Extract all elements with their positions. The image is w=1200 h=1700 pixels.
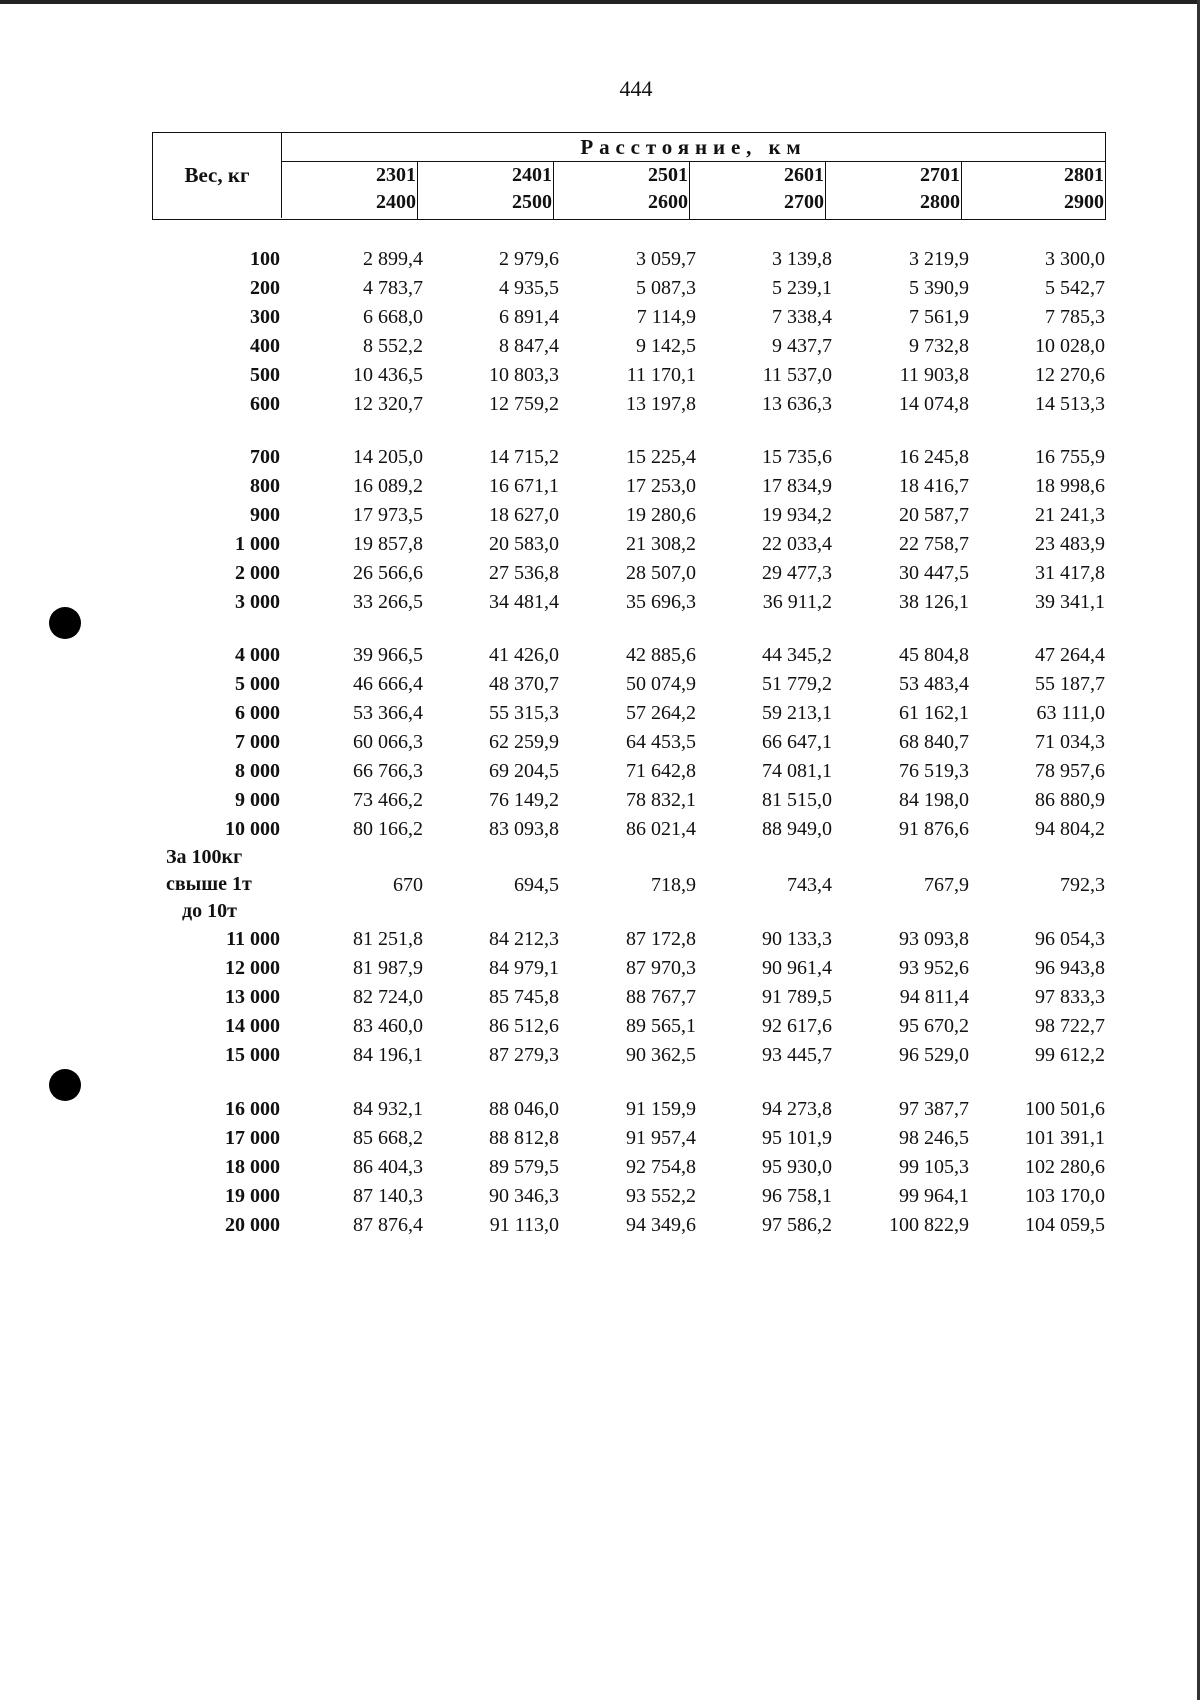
price-cell: 91 876,6 [899, 818, 969, 840]
price-cell: 103 170,0 [1025, 1185, 1105, 1207]
price-cell: 94 804,2 [1035, 818, 1105, 840]
price-cell: 16 089,2 [353, 475, 423, 497]
price-cell: 18 627,0 [489, 504, 559, 526]
price-cell: 27 536,8 [489, 562, 559, 584]
price-cell: 99 964,1 [899, 1185, 969, 1207]
price-cell: 10 803,3 [489, 364, 559, 386]
weight-cell: 3 000 [235, 591, 280, 613]
surcharge-cell: 743,4 [787, 874, 832, 896]
price-cell: 93 093,8 [899, 928, 969, 950]
weight-cell: 10 000 [225, 818, 280, 840]
price-cell: 17 973,5 [353, 504, 423, 526]
price-cell: 12 320,7 [353, 393, 423, 415]
range-from: 2701 [920, 164, 960, 186]
weight-cell: 13 000 [225, 986, 280, 1008]
range-header [962, 162, 1105, 219]
price-cell: 62 259,9 [489, 731, 559, 753]
price-cell: 80 166,2 [353, 818, 423, 840]
price-cell: 39 966,5 [353, 644, 423, 666]
price-cell: 10 028,0 [1035, 335, 1105, 357]
weight-cell: 200 [250, 277, 280, 299]
price-cell: 5 087,3 [636, 277, 696, 299]
range-header [554, 162, 690, 219]
price-cell: 84 198,0 [899, 789, 969, 811]
price-cell: 87 876,4 [353, 1214, 423, 1236]
price-cell: 5 390,9 [909, 277, 969, 299]
price-cell: 21 308,2 [626, 533, 696, 555]
price-cell: 12 759,2 [489, 393, 559, 415]
price-cell: 50 074,9 [626, 673, 696, 695]
price-cell: 97 833,3 [1035, 986, 1105, 1008]
price-cell: 14 715,2 [489, 446, 559, 468]
price-cell: 12 270,6 [1035, 364, 1105, 386]
price-cell: 76 519,3 [899, 760, 969, 782]
price-cell: 61 162,1 [899, 702, 969, 724]
price-cell: 88 812,8 [489, 1127, 559, 1149]
price-cell: 74 081,1 [762, 760, 832, 782]
range-to: 2600 [648, 191, 688, 213]
price-cell: 5 239,1 [772, 277, 832, 299]
page-top-border [0, 0, 1200, 4]
price-cell: 84 932,1 [353, 1098, 423, 1120]
range-from: 2501 [648, 164, 688, 186]
price-cell: 33 266,5 [353, 591, 423, 613]
weight-cell: 600 [250, 393, 280, 415]
price-cell: 20 583,0 [489, 533, 559, 555]
price-cell: 9 732,8 [909, 335, 969, 357]
punch-hole [49, 607, 81, 639]
price-cell: 99 105,3 [899, 1156, 969, 1178]
weight-cell: 900 [250, 504, 280, 526]
weight-cell: 20 000 [225, 1214, 280, 1236]
price-cell: 90 362,5 [626, 1044, 696, 1066]
weight-cell: 100 [250, 248, 280, 270]
price-cell: 96 943,8 [1035, 957, 1105, 979]
price-cell: 93 445,7 [762, 1044, 832, 1066]
surcharge-cell: 670 [393, 874, 423, 896]
price-cell: 18 416,7 [899, 475, 969, 497]
price-cell: 91 113,0 [489, 1214, 559, 1236]
price-cell: 99 612,2 [1035, 1044, 1105, 1066]
price-cell: 3 139,8 [772, 248, 832, 270]
price-cell: 96 529,0 [899, 1044, 969, 1066]
price-cell: 85 745,8 [489, 986, 559, 1008]
surcharge-label-line: до 10т [182, 900, 237, 922]
price-cell: 96 758,1 [762, 1185, 832, 1207]
price-cell: 19 857,8 [353, 533, 423, 555]
price-cell: 19 280,6 [626, 504, 696, 526]
price-cell: 89 565,1 [626, 1015, 696, 1037]
surcharge-label-line: За 100кг [166, 846, 243, 868]
price-cell: 73 466,2 [353, 789, 423, 811]
price-cell: 90 133,3 [762, 928, 832, 950]
price-cell: 87 970,3 [626, 957, 696, 979]
price-cell: 55 187,7 [1035, 673, 1105, 695]
price-cell: 60 066,3 [353, 731, 423, 753]
price-cell: 38 126,1 [899, 591, 969, 613]
price-cell: 83 460,0 [353, 1015, 423, 1037]
price-cell: 7 114,9 [636, 306, 696, 328]
price-cell: 92 754,8 [626, 1156, 696, 1178]
price-cell: 14 513,3 [1035, 393, 1105, 415]
price-cell: 13 636,3 [762, 393, 832, 415]
price-cell: 9 142,5 [636, 335, 696, 357]
price-cell: 29 477,3 [762, 562, 832, 584]
price-cell: 45 804,8 [899, 644, 969, 666]
price-cell: 88 046,0 [489, 1098, 559, 1120]
weight-cell: 2 000 [235, 562, 280, 584]
price-cell: 89 579,5 [489, 1156, 559, 1178]
weight-cell: 400 [250, 335, 280, 357]
price-cell: 83 093,8 [489, 818, 559, 840]
price-cell: 8 552,2 [363, 335, 423, 357]
price-cell: 9 437,7 [772, 335, 832, 357]
weight-cell: 12 000 [225, 957, 280, 979]
price-cell: 91 789,5 [762, 986, 832, 1008]
price-cell: 100 822,9 [889, 1214, 969, 1236]
surcharge-cell: 792,3 [1060, 874, 1105, 896]
price-cell: 88 767,7 [626, 986, 696, 1008]
weight-cell: 800 [250, 475, 280, 497]
weight-cell: 6 000 [235, 702, 280, 724]
price-cell: 78 957,6 [1035, 760, 1105, 782]
price-cell: 86 021,4 [626, 818, 696, 840]
price-cell: 86 512,6 [489, 1015, 559, 1037]
price-cell: 3 300,0 [1045, 248, 1105, 270]
price-cell: 93 952,6 [899, 957, 969, 979]
price-cell: 22 758,7 [899, 533, 969, 555]
weight-cell: 5 000 [235, 673, 280, 695]
table-header [152, 132, 1106, 220]
surcharge-cell: 694,5 [514, 874, 559, 896]
price-cell: 22 033,4 [762, 533, 832, 555]
price-cell: 94 349,6 [626, 1214, 696, 1236]
price-cell: 16 245,8 [899, 446, 969, 468]
price-cell: 69 204,5 [489, 760, 559, 782]
price-cell: 28 507,0 [626, 562, 696, 584]
price-cell: 78 832,1 [626, 789, 696, 811]
weight-cell: 19 000 [225, 1185, 280, 1207]
range-header [282, 162, 418, 219]
price-cell: 7 785,3 [1045, 306, 1105, 328]
price-cell: 82 724,0 [353, 986, 423, 1008]
price-cell: 66 647,1 [762, 731, 832, 753]
price-cell: 81 251,8 [353, 928, 423, 950]
price-cell: 63 111,0 [1036, 702, 1105, 724]
price-cell: 35 696,3 [626, 591, 696, 613]
price-cell: 86 404,3 [353, 1156, 423, 1178]
range-to: 2800 [920, 191, 960, 213]
price-cell: 57 264,2 [626, 702, 696, 724]
price-cell: 100 501,6 [1025, 1098, 1105, 1120]
price-cell: 30 447,5 [899, 562, 969, 584]
weight-cell: 9 000 [235, 789, 280, 811]
price-cell: 84 212,3 [489, 928, 559, 950]
price-cell: 15 225,4 [626, 446, 696, 468]
price-cell: 90 346,3 [489, 1185, 559, 1207]
weight-cell: 500 [250, 364, 280, 386]
price-cell: 86 880,9 [1035, 789, 1105, 811]
price-cell: 91 957,4 [626, 1127, 696, 1149]
weight-cell: 18 000 [225, 1156, 280, 1178]
price-cell: 68 840,7 [899, 731, 969, 753]
price-cell: 3 219,9 [909, 248, 969, 270]
price-cell: 71 642,8 [626, 760, 696, 782]
price-cell: 47 264,4 [1035, 644, 1105, 666]
price-cell: 51 779,2 [762, 673, 832, 695]
price-cell: 19 934,2 [762, 504, 832, 526]
price-cell: 34 481,4 [489, 591, 559, 613]
weight-cell: 1 000 [235, 533, 280, 555]
price-cell: 36 911,2 [762, 591, 832, 613]
price-cell: 48 370,7 [489, 673, 559, 695]
price-cell: 5 542,7 [1045, 277, 1105, 299]
price-cell: 20 587,7 [899, 504, 969, 526]
price-cell: 95 930,0 [762, 1156, 832, 1178]
price-cell: 71 034,3 [1035, 731, 1105, 753]
price-cell: 85 668,2 [353, 1127, 423, 1149]
weight-cell: 7 000 [235, 731, 280, 753]
surcharge-cell: 718,9 [651, 874, 696, 896]
price-cell: 87 140,3 [353, 1185, 423, 1207]
price-cell: 76 149,2 [489, 789, 559, 811]
price-cell: 14 074,8 [899, 393, 969, 415]
range-to: 2500 [512, 191, 552, 213]
price-cell: 7 338,4 [772, 306, 832, 328]
page-number: 444 [619, 76, 653, 101]
weight-cell: 16 000 [225, 1098, 280, 1120]
price-cell: 44 345,2 [762, 644, 832, 666]
price-cell: 3 059,7 [636, 248, 696, 270]
price-cell: 14 205,0 [353, 446, 423, 468]
range-header [418, 162, 554, 219]
price-cell: 101 391,1 [1025, 1127, 1105, 1149]
price-cell: 41 426,0 [489, 644, 559, 666]
price-cell: 31 417,8 [1035, 562, 1105, 584]
price-cell: 98 722,7 [1035, 1015, 1105, 1037]
range-header [690, 162, 826, 219]
surcharge-label [166, 844, 306, 925]
price-cell: 88 949,0 [762, 818, 832, 840]
price-cell: 90 961,4 [762, 957, 832, 979]
weight-cell: 8 000 [235, 760, 280, 782]
price-cell: 87 172,8 [626, 928, 696, 950]
price-cell: 6 891,4 [499, 306, 559, 328]
price-cell: 8 847,4 [499, 335, 559, 357]
price-cell: 16 671,1 [489, 475, 559, 497]
price-cell: 11 170,1 [626, 364, 696, 386]
price-cell: 6 668,0 [363, 306, 423, 328]
range-to: 2700 [784, 191, 824, 213]
weight-cell: 17 000 [225, 1127, 280, 1149]
price-cell: 13 197,8 [626, 393, 696, 415]
price-cell: 18 998,6 [1035, 475, 1105, 497]
price-cell: 17 834,9 [762, 475, 832, 497]
price-cell: 93 552,2 [626, 1185, 696, 1207]
price-cell: 94 273,8 [762, 1098, 832, 1120]
price-cell: 16 755,9 [1035, 446, 1105, 468]
price-cell: 7 561,9 [909, 306, 969, 328]
price-cell: 55 315,3 [489, 702, 559, 724]
price-cell: 26 566,6 [353, 562, 423, 584]
price-cell: 104 059,5 [1025, 1214, 1105, 1236]
price-cell: 39 341,1 [1035, 591, 1105, 613]
price-cell: 84 979,1 [489, 957, 559, 979]
price-cell: 81 515,0 [762, 789, 832, 811]
price-cell: 10 436,5 [353, 364, 423, 386]
price-cell: 94 811,4 [899, 986, 969, 1008]
price-cell: 53 366,4 [353, 702, 423, 724]
distance-header: Расстояние, км [282, 133, 1105, 162]
weight-cell: 300 [250, 306, 280, 328]
price-cell: 97 586,2 [762, 1214, 832, 1236]
price-cell: 97 387,7 [899, 1098, 969, 1120]
weight-cell: 15 000 [225, 1044, 280, 1066]
price-cell: 91 159,9 [626, 1098, 696, 1120]
range-to: 2400 [376, 191, 416, 213]
price-cell: 96 054,3 [1035, 928, 1105, 950]
price-cell: 11 903,8 [899, 364, 969, 386]
price-cell: 53 483,4 [899, 673, 969, 695]
range-to: 2900 [1064, 191, 1104, 213]
price-cell: 17 253,0 [626, 475, 696, 497]
surcharge-label-line: свыше 1т [166, 873, 252, 895]
weight-cell: 14 000 [225, 1015, 280, 1037]
price-cell: 87 279,3 [489, 1044, 559, 1066]
price-cell: 23 483,9 [1035, 533, 1105, 555]
price-cell: 42 885,6 [626, 644, 696, 666]
range-from: 2801 [1064, 164, 1104, 186]
price-cell: 15 735,6 [762, 446, 832, 468]
range-from: 2401 [512, 164, 552, 186]
price-cell: 64 453,5 [626, 731, 696, 753]
price-cell: 95 670,2 [899, 1015, 969, 1037]
weight-column-header: Вес, кг [153, 133, 282, 218]
range-from: 2601 [784, 164, 824, 186]
price-cell: 2 899,4 [363, 248, 423, 270]
price-cell: 66 766,3 [353, 760, 423, 782]
price-cell: 92 617,6 [762, 1015, 832, 1037]
weight-cell: 11 000 [226, 928, 280, 950]
price-cell: 59 213,1 [762, 702, 832, 724]
price-cell: 95 101,9 [762, 1127, 832, 1149]
price-cell: 81 987,9 [353, 957, 423, 979]
weight-cell: 4 000 [235, 644, 280, 666]
price-cell: 46 666,4 [353, 673, 423, 695]
weight-cell: 700 [250, 446, 280, 468]
price-cell: 84 196,1 [353, 1044, 423, 1066]
price-cell: 11 537,0 [762, 364, 832, 386]
range-header [826, 162, 962, 219]
price-cell: 4 935,5 [499, 277, 559, 299]
range-from: 2301 [376, 164, 416, 186]
price-cell: 102 280,6 [1025, 1156, 1105, 1178]
punch-hole [49, 1069, 81, 1101]
price-cell: 21 241,3 [1035, 504, 1105, 526]
price-cell: 2 979,6 [499, 248, 559, 270]
surcharge-cell: 767,9 [924, 874, 969, 896]
price-cell: 98 246,5 [899, 1127, 969, 1149]
price-cell: 4 783,7 [363, 277, 423, 299]
